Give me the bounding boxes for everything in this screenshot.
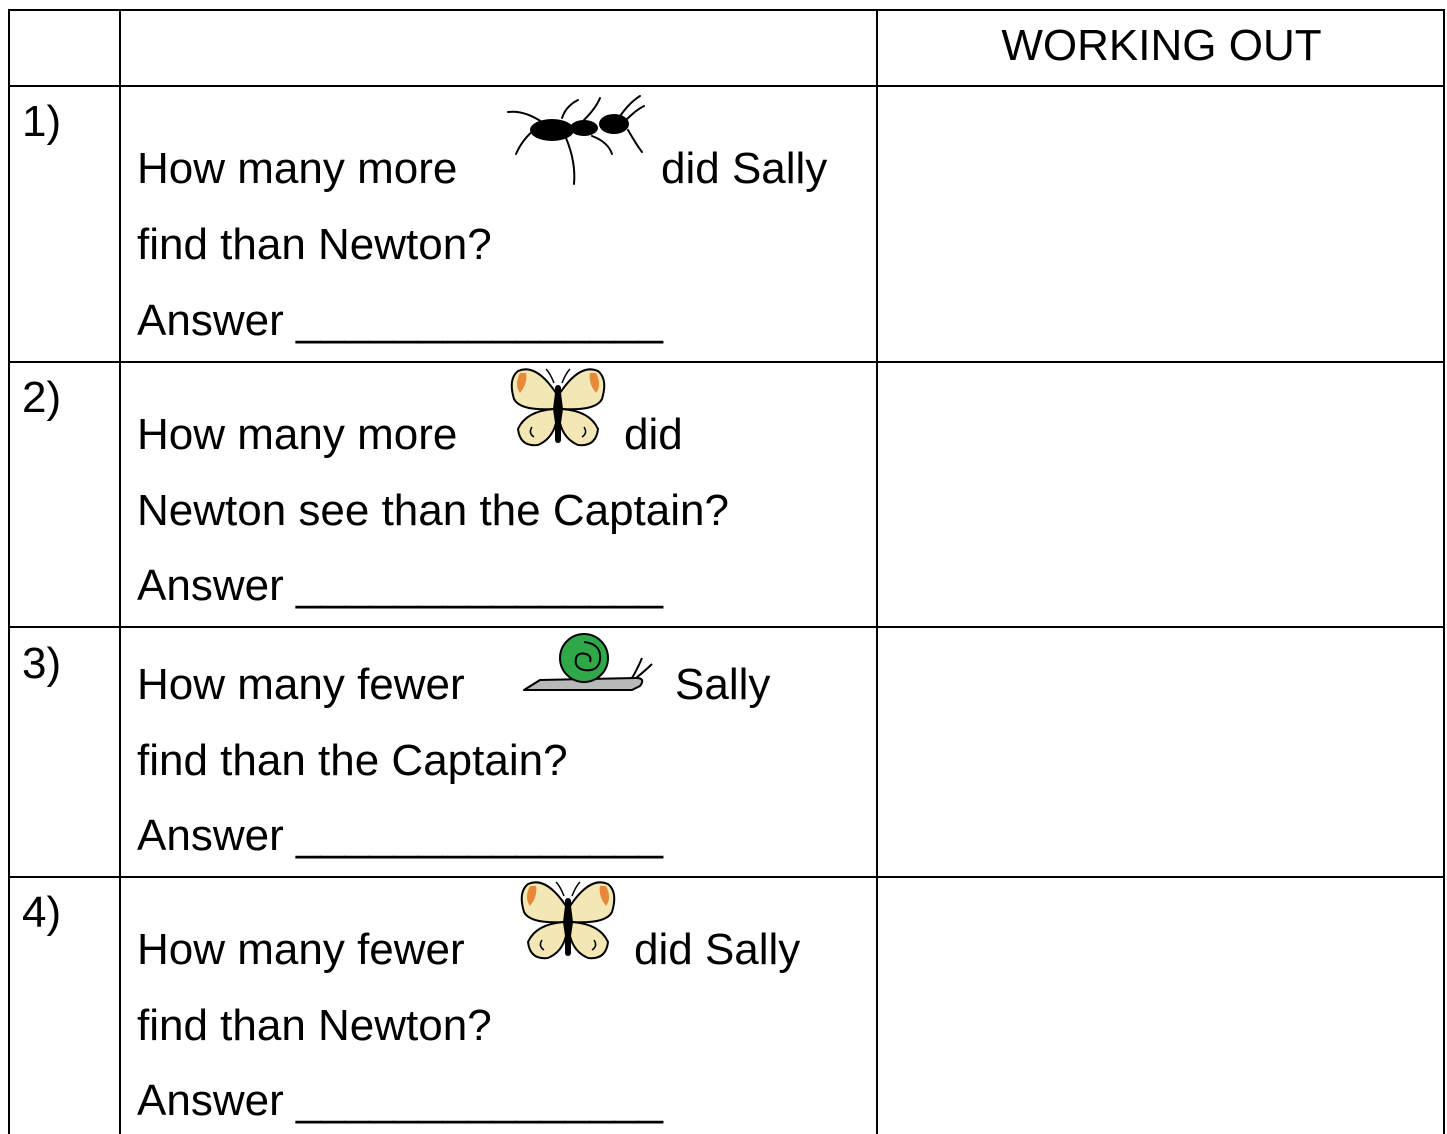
answer-line[interactable]: Answer _______________ (137, 811, 664, 860)
snail-icon (520, 628, 656, 696)
question-text-start: How many more (137, 144, 458, 193)
working-out-area[interactable] (878, 87, 1443, 361)
question-number: 2) (22, 373, 62, 422)
question-number: 1) (22, 97, 62, 146)
question-number: 3) (22, 639, 62, 688)
answer-line[interactable]: Answer _______________ (137, 561, 664, 610)
question-text-start: How many fewer (137, 660, 465, 709)
answer-line[interactable]: Answer _______________ (137, 1076, 664, 1125)
question-text-start: How many more (137, 410, 458, 459)
ant-icon (504, 92, 646, 188)
butterfly-icon (506, 363, 610, 455)
question-text-line2: Newton see than the Captain? (137, 486, 729, 535)
working-out-area[interactable] (878, 878, 1443, 1134)
table-border-left (8, 9, 10, 1134)
question-text-line2: find than Newton? (137, 1001, 492, 1050)
column-divider (119, 9, 121, 1134)
question-text-line2: find than the Captain? (137, 736, 568, 785)
working-out-area[interactable] (878, 363, 1443, 626)
table-border-right (1443, 9, 1445, 1134)
question-text-line2: find than Newton? (137, 220, 492, 269)
question-text-end: did Sally (661, 144, 828, 193)
table-border-top (8, 9, 1445, 11)
question-number: 4) (22, 888, 62, 937)
answer-line[interactable]: Answer _______________ (137, 296, 664, 345)
question-text-end: did Sally (634, 925, 801, 974)
question-text-end: Sally (675, 660, 771, 709)
question-text-end: did (624, 410, 683, 459)
working-out-area[interactable] (878, 628, 1443, 876)
butterfly-icon (516, 876, 620, 968)
working-out-header: WORKING OUT (1001, 21, 1322, 70)
question-text-start: How many fewer (137, 925, 465, 974)
